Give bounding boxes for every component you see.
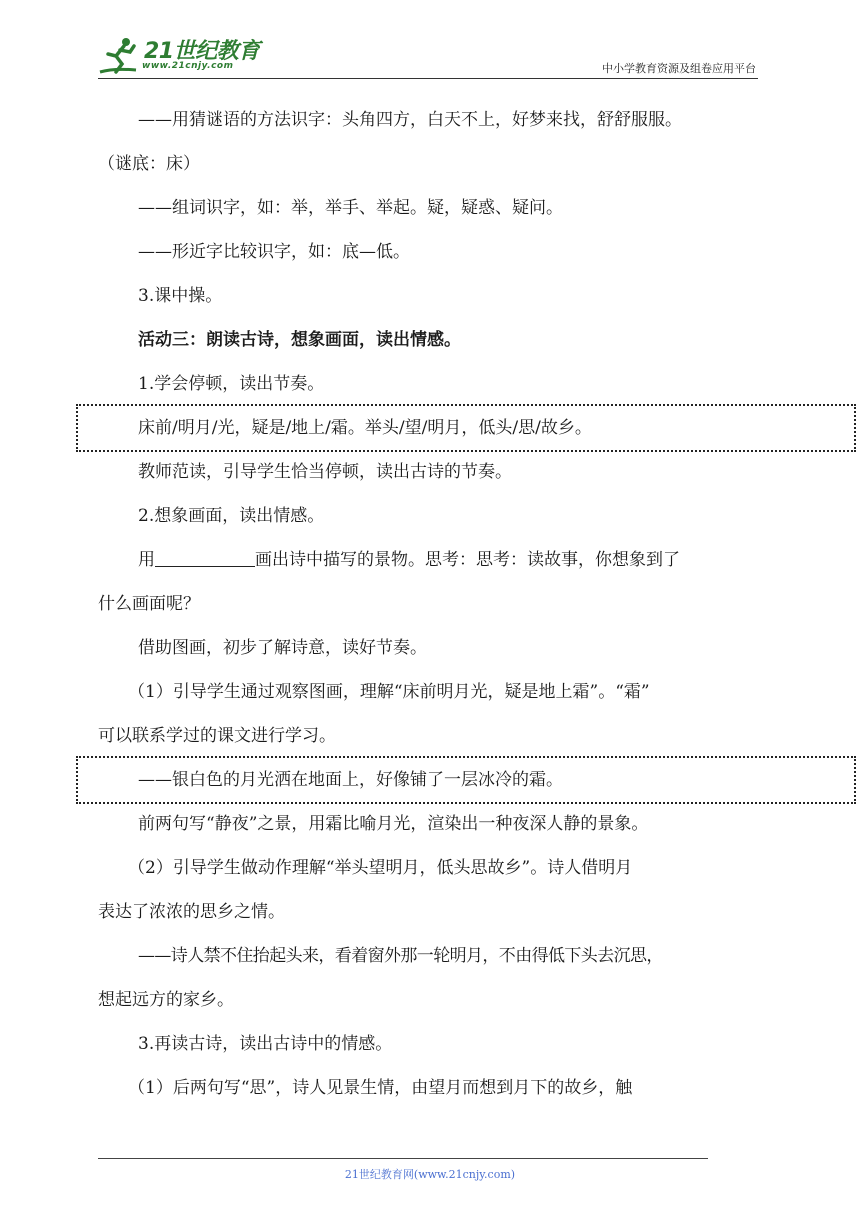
paragraph: 表达了浓浓的思乡之情。 <box>98 902 285 922</box>
paragraph: 教师范读，引导学生恰当停顿，读出古诗的节奏。 <box>138 462 512 482</box>
paragraph: 前两句写“静夜”之景，用霜比喻月光，渲染出一种夜深人静的景象。 <box>138 814 649 834</box>
paragraph: ——组词识字，如：举，举手、举起。疑，疑惑、疑问。 <box>138 198 563 218</box>
paragraph: 什么画面呢？ <box>98 594 200 614</box>
runner-logo-icon <box>96 34 142 78</box>
paragraph: 想起远方的家乡。 <box>98 990 234 1010</box>
paragraph <box>98 538 766 582</box>
boxed-paragraph <box>98 758 766 802</box>
text-span: 画出诗中描写的景物。思考：思考：读故事，你想象到了 <box>255 550 680 570</box>
document-body <box>98 98 766 1110</box>
poem-pause-line: 床前/明月/光，疑是/地上/霜。举头/望/明月，低头/思/故乡。 <box>138 418 592 438</box>
fill-in-blank <box>155 546 255 567</box>
paragraph: ——用猜谜语的方法识字：头角四方，白天不上，好梦来找，舒舒服服。 <box>138 110 682 130</box>
logo-text: 21世纪教育 <box>144 39 260 64</box>
text-span: 用 <box>138 550 155 570</box>
boxed-paragraph <box>98 406 766 450</box>
paragraph: （谜底：床） <box>98 154 200 174</box>
paragraph: （1）后两句写“思”，诗人见景生情，由望月而想到月下的故乡，触 <box>128 1078 633 1098</box>
section-heading: 活动三：朗读古诗，想象画面，读出情感。 <box>138 330 461 350</box>
footer-divider <box>98 1158 708 1159</box>
paragraph: 2.想象画面，读出情感。 <box>138 506 325 526</box>
paragraph: 借助图画，初步了解诗意，读好节奏。 <box>138 638 427 658</box>
header-divider <box>98 78 758 79</box>
site-logo[interactable] <box>96 34 266 78</box>
moonlight-line: ——银白色的月光洒在地面上，好像铺了一层冰冷的霜。 <box>138 770 563 790</box>
paragraph: （1）引导学生通过观察图画，理解“床前明月光，疑是地上霜”。“霜” <box>128 682 650 702</box>
paragraph: ——形近字比较识字，如：底—低。 <box>138 242 410 262</box>
page-header <box>0 0 860 80</box>
footer-link[interactable]: 21世纪教育网(www.21cnjy.com) <box>344 1168 516 1181</box>
logo-url: www.21cnjy.com <box>142 61 234 71</box>
paragraph: （2）引导学生做动作理解“举头望明月，低头思故乡”。诗人借明月 <box>128 858 633 878</box>
platform-name: 中小学教育资源及组卷应用平台 <box>602 62 756 75</box>
paragraph: 1.学会停顿，读出节奏。 <box>138 374 325 394</box>
paragraph: 可以联系学过的课文进行学习。 <box>98 726 336 746</box>
paragraph: 3.再读古诗，读出古诗中的情感。 <box>138 1034 393 1054</box>
paragraph: ——诗人禁不住抬起头来，看着窗外那一轮明月，不由得低下头去沉思， <box>138 946 663 966</box>
paragraph: 3.课中操。 <box>138 286 223 306</box>
